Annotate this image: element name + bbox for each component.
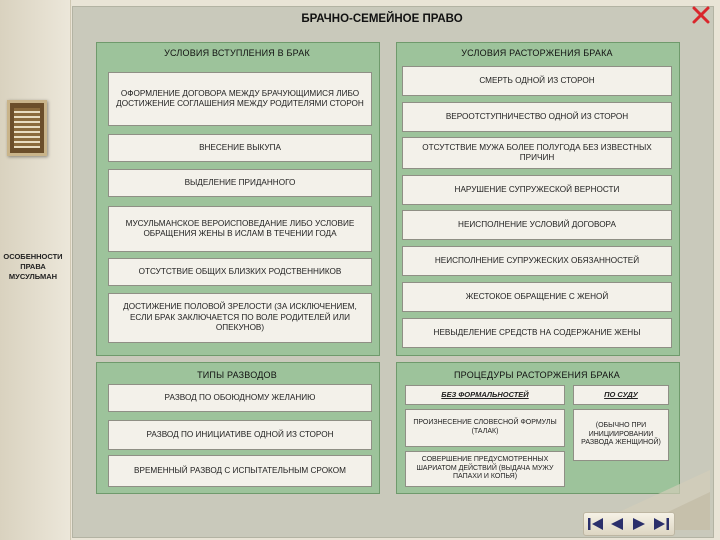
procedures-informal-header: БЕЗ ФОРМАЛЬНОСТЕЙ bbox=[405, 385, 565, 405]
marriage-condition-item: ВЫДЕЛЕНИЕ ПРИДАННОГО bbox=[108, 169, 372, 197]
divorce-type-item: РАЗВОД ПО ИНИЦИАТИВЕ ОДНОЙ ИЗ СТОРОН bbox=[108, 420, 372, 450]
divorce-type-item: РАЗВОД ПО ОБОЮДНОМУ ЖЕЛАНИЮ bbox=[108, 384, 372, 412]
slide-navigation bbox=[583, 512, 675, 536]
dissolution-condition-item: ОТСУТСТВИЕ МУЖА БОЛЕЕ ПОЛУГОДА БЕЗ ИЗВЕСТНЫХ ПРИЧИН bbox=[402, 137, 672, 169]
procedures-court-header: ПО СУДУ bbox=[573, 385, 669, 405]
marriage-condition-item: МУСУЛЬМАНСКОЕ ВЕРОИСПОВЕДАНИЕ ЛИБО УСЛОВИЕ ОБРАЩЕНИЯ ЖЕНЫ В ИСЛАМ В ТЕЧЕНИИ ГОДА bbox=[108, 206, 372, 252]
marriage-condition-item: ДОСТИЖЕНИЕ ПОЛОВОЙ ЗРЕЛОСТИ (ЗА ИСКЛЮЧЕНИЕМ, ЕСЛИ БРАК ЗАКЛЮЧАЕТСЯ ПО ВОЛЕ РОДИТЕЛЕЙ ИЛИ ОПЕКУНОВ) bbox=[108, 293, 372, 343]
marriage-condition-item: ВНЕСЕНИЕ ВЫКУПА bbox=[108, 134, 372, 162]
procedure-court-note: (ОБЫЧНО ПРИ ИНИЦИИРОВАНИИ РАЗВОДА ЖЕНЩИНОЙ) bbox=[573, 409, 669, 461]
next-slide-icon[interactable] bbox=[630, 516, 648, 532]
procedure-informal-item: ПРОИЗНЕСЕНИЕ СЛОВЕСНОЙ ФОРМУЛЫ (ТАЛАК) bbox=[405, 409, 565, 447]
dissolution-condition-item: НЕИСПОЛНЕНИЕ УСЛОВИЙ ДОГОВОРА bbox=[402, 210, 672, 240]
marriage-conditions-header: УСЛОВИЯ ВСТУПЛЕНИЯ В БРАК bbox=[164, 48, 310, 58]
last-slide-icon[interactable] bbox=[652, 516, 670, 532]
dissolution-conditions-header: УСЛОВИЯ РАСТОРЖЕНИЯ БРАКА bbox=[461, 48, 613, 58]
dissolution-condition-item: ЖЕСТОКОЕ ОБРАЩЕНИЕ С ЖЕНОЙ bbox=[402, 282, 672, 312]
procedures-header: ПРОЦЕДУРЫ РАСТОРЖЕНИЯ БРАКА bbox=[454, 370, 620, 380]
dissolution-condition-item: ВЕРООТСТУПНИЧЕСТВО ОДНОЙ ИЗ СТОРОН bbox=[402, 102, 672, 132]
first-slide-icon[interactable] bbox=[587, 516, 605, 532]
close-icon[interactable] bbox=[690, 4, 712, 26]
book-thumbnail[interactable] bbox=[7, 100, 47, 156]
dissolution-condition-item: СМЕРТЬ ОДНОЙ ИЗ СТОРОН bbox=[402, 66, 672, 96]
dissolution-condition-item: НЕИСПОЛНЕНИЕ СУПРУЖЕСКИХ ОБЯЗАННОСТЕЙ bbox=[402, 246, 672, 276]
page-title: БРАЧНО-СЕМЕЙНОЕ ПРАВО bbox=[301, 13, 463, 25]
prev-slide-icon[interactable] bbox=[608, 516, 626, 532]
divorce-type-item: ВРЕМЕННЫЙ РАЗВОД С ИСПЫТАТЕЛЬНЫМ СРОКОМ bbox=[108, 455, 372, 487]
marriage-condition-item: ОТСУТСТВИЕ ОБЩИХ БЛИЗКИХ РОДСТВЕННИКОВ bbox=[108, 258, 372, 286]
dissolution-condition-item: НАРУШЕНИЕ СУПРУЖЕСКОЙ ВЕРНОСТИ bbox=[402, 175, 672, 205]
divorce-types-header: ТИПЫ РАЗВОДОВ bbox=[197, 370, 277, 380]
procedure-informal-item: СОВЕРШЕНИЕ ПРЕДУСМОТРЕННЫХ ШАРИАТОМ ДЕЙСТВИЙ (ВЫДАЧА МУЖУ ПАПАХИ И КОПЬЯ) bbox=[405, 451, 565, 487]
dissolution-condition-item: НЕВЫДЕЛЕНИЕ СРЕДСТВ НА СОДЕРЖАНИЕ ЖЕНЫ bbox=[402, 318, 672, 348]
sidebar-label: ОСОБЕННОСТИ ПРАВА МУСУЛЬМАН bbox=[3, 252, 63, 281]
marriage-condition-item: ОФОРМЛЕНИЕ ДОГОВОРА МЕЖДУ БРАЧУЮЩИМИСЯ ЛИБО ДОСТИЖЕНИЕ СОГЛАШЕНИЯ МЕЖДУ РОДИТЕЛЯМИ СТОРОН bbox=[108, 72, 372, 126]
